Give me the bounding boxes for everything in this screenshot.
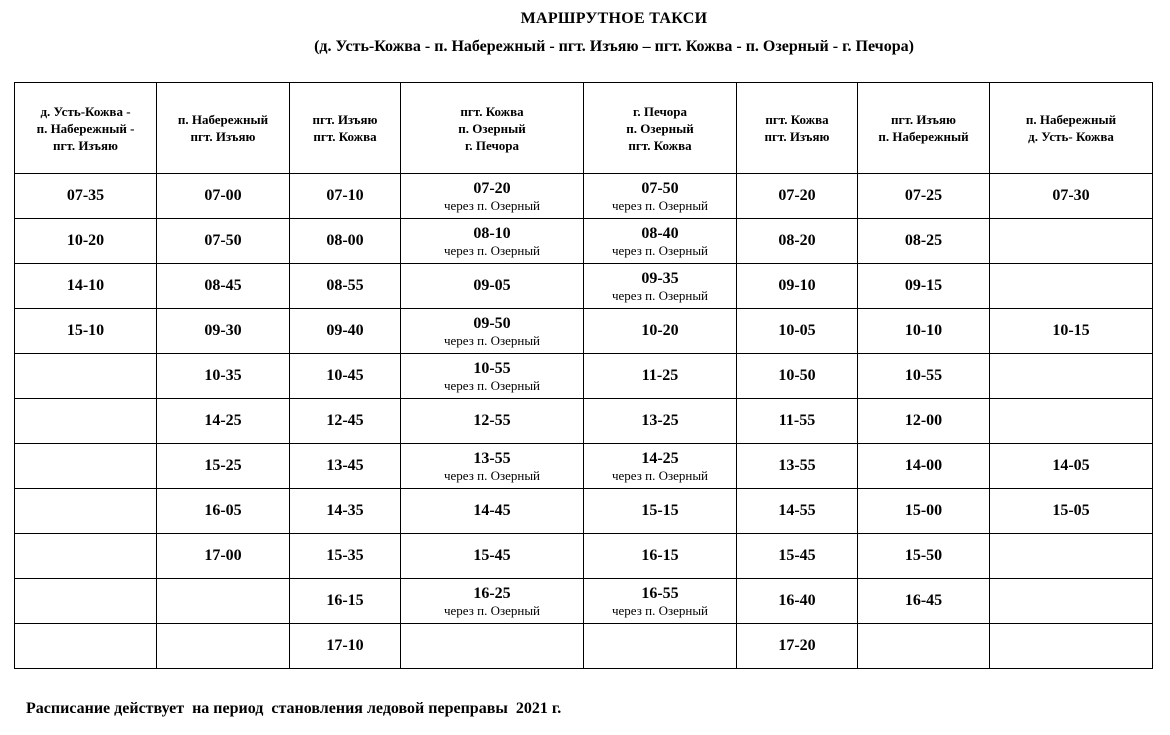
- departure-cell: [15, 219, 157, 264]
- departure-cell: [15, 534, 157, 579]
- departure-time: 15-45: [473, 547, 511, 564]
- departure-time: 16-45: [904, 592, 943, 609]
- column-header-line: пгт. Кожва: [460, 103, 524, 119]
- departure-cell: [290, 534, 401, 579]
- via-note: через п. Озерный: [443, 332, 541, 348]
- departure-cell: [15, 444, 157, 489]
- column-header: [157, 83, 290, 174]
- departure-time: 09-05: [473, 277, 511, 294]
- departure-time: 14-45: [473, 502, 511, 519]
- departure-time: 09-35: [641, 269, 679, 287]
- departure-cell: [157, 309, 290, 354]
- departure-cell: [15, 579, 157, 624]
- page-title: МАРШРУТНОЕ ТАКСИ: [520, 10, 708, 27]
- column-header-line: д. Усть-Кожва -: [40, 103, 131, 119]
- departure-cell: [990, 489, 1153, 534]
- column-header-line: пгт. Изъяю: [891, 112, 956, 127]
- departure-cell: [157, 174, 290, 219]
- departure-time: 10-35: [204, 367, 242, 384]
- departure-time: 17-10: [326, 637, 364, 654]
- departure-time: 09-50: [473, 314, 511, 332]
- departure-cell: [157, 624, 290, 669]
- departure-cell: [584, 399, 737, 444]
- departure-cell: [401, 579, 584, 624]
- departure-cell: [157, 219, 290, 264]
- departure-time: 10-15: [1052, 322, 1090, 339]
- departure-time: 10-50: [778, 367, 816, 384]
- via-note: через п. Озерный: [443, 377, 541, 393]
- departure-cell: [990, 174, 1153, 219]
- departure-time: 13-55: [473, 449, 511, 467]
- departure-cell: [858, 624, 990, 669]
- via-note: через п. Озерный: [443, 602, 541, 618]
- departure-cell: [290, 624, 401, 669]
- departure-cell: [290, 489, 401, 534]
- departure-cell: [290, 309, 401, 354]
- departure-time: 15-25: [204, 457, 242, 474]
- departure-time: 15-35: [326, 547, 364, 564]
- via-note: через п. Озерный: [443, 467, 541, 483]
- departure-time: 08-00: [326, 232, 364, 249]
- departure-cell: [290, 579, 401, 624]
- table-row: [15, 354, 1153, 399]
- departure-cell: [990, 309, 1153, 354]
- departure-time: 09-30: [204, 322, 242, 339]
- departure-cell: [401, 624, 584, 669]
- departure-cell: [858, 309, 990, 354]
- via-note: через п. Озерный: [611, 242, 709, 258]
- departure-cell: [737, 444, 858, 489]
- departure-cell: [990, 219, 1153, 264]
- departure-cell: [737, 354, 858, 399]
- departure-time: 10-55: [473, 359, 511, 377]
- departure-time: 15-15: [641, 502, 679, 519]
- table-row: [15, 534, 1153, 579]
- departure-cell: [15, 489, 157, 534]
- column-header: [290, 83, 401, 174]
- column-header: [858, 83, 990, 174]
- departure-cell: [737, 579, 858, 624]
- departure-time: 13-55: [778, 457, 816, 474]
- departure-cell: [737, 264, 858, 309]
- departure-time: 15-00: [904, 502, 943, 519]
- departure-time: 08-20: [778, 232, 816, 249]
- table-row: [15, 174, 1153, 219]
- departure-cell: [584, 579, 737, 624]
- departure-time: 09-40: [326, 322, 364, 339]
- departure-time: 16-05: [204, 502, 242, 519]
- departure-cell: [401, 534, 584, 579]
- column-header: [584, 83, 737, 174]
- departure-cell: [858, 219, 990, 264]
- departure-time: 07-35: [66, 187, 105, 204]
- departure-cell: [15, 309, 157, 354]
- departure-cell: [401, 219, 584, 264]
- departure-time: 12-00: [904, 412, 943, 429]
- departure-cell: [157, 399, 290, 444]
- departure-cell: [990, 534, 1153, 579]
- departure-cell: [584, 219, 737, 264]
- via-note: через п. Озерный: [443, 197, 541, 213]
- column-header-line: пгт. Изъяю: [190, 129, 256, 144]
- departure-time: 14-25: [641, 449, 679, 467]
- departure-cell: [737, 219, 858, 264]
- departure-time: 10-05: [778, 322, 816, 339]
- departure-cell: [401, 354, 584, 399]
- departure-cell: [990, 579, 1153, 624]
- table-row: [15, 399, 1153, 444]
- departure-time: 13-45: [326, 457, 364, 474]
- departure-time: 12-45: [326, 412, 364, 429]
- column-header-line: пгт. Кожва: [313, 129, 377, 144]
- departure-cell: [157, 444, 290, 489]
- departure-cell: [401, 309, 584, 354]
- departure-cell: [858, 489, 990, 534]
- departure-time: 15-10: [66, 322, 105, 339]
- departure-cell: [157, 354, 290, 399]
- via-note: через п. Озерный: [611, 287, 709, 303]
- departure-time: 10-20: [641, 322, 679, 339]
- table-row: [15, 624, 1153, 669]
- column-header-line: п. Набережный: [1025, 112, 1117, 127]
- departure-time: 14-10: [66, 277, 105, 294]
- departure-time: 16-55: [641, 584, 679, 602]
- departure-time: 14-00: [904, 457, 943, 474]
- departure-time: 11-25: [641, 367, 679, 384]
- column-header-line: п. Озерный: [626, 120, 694, 136]
- departure-cell: [584, 264, 737, 309]
- departure-cell: [401, 489, 584, 534]
- departure-time: 08-45: [204, 277, 242, 294]
- departure-cell: [858, 534, 990, 579]
- departure-cell: [990, 264, 1153, 309]
- departure-cell: [990, 624, 1153, 669]
- departure-cell: [290, 354, 401, 399]
- via-note: через п. Озерный: [611, 197, 709, 213]
- table-row: [15, 309, 1153, 354]
- column-header-line: г. Печора: [464, 137, 520, 153]
- departure-cell: [290, 174, 401, 219]
- column-header-line: пгт. Кожва: [628, 137, 692, 153]
- column-header-line: пгт. Кожва: [765, 112, 829, 127]
- departure-cell: [584, 174, 737, 219]
- departure-cell: [290, 399, 401, 444]
- table-row: [15, 489, 1153, 534]
- departure-cell: [584, 309, 737, 354]
- schedule-table: [14, 82, 1153, 669]
- departure-time: 16-25: [473, 584, 511, 602]
- departure-time: 16-15: [326, 592, 364, 609]
- via-note: через п. Озерный: [611, 467, 709, 483]
- departure-cell: [290, 264, 401, 309]
- departure-time: 07-10: [326, 187, 364, 204]
- column-header-line: д. Усть- Кожва: [1028, 129, 1114, 144]
- departure-cell: [157, 534, 290, 579]
- column-header: [401, 83, 584, 174]
- departure-time: 09-15: [904, 277, 943, 294]
- departure-cell: [15, 354, 157, 399]
- departure-cell: [157, 489, 290, 534]
- departure-time: 16-15: [641, 547, 679, 564]
- header-row: [15, 83, 1153, 174]
- departure-time: 14-35: [326, 502, 364, 519]
- column-header-line: п. Набережный: [177, 112, 269, 127]
- departure-time: 17-00: [204, 547, 242, 564]
- route-subtitle: (д. Усть-Кожва - п. Набережный - пгт. Изъяю – пгт. Кожва - п. Озерный - г. Печора): [314, 38, 914, 55]
- departure-cell: [858, 579, 990, 624]
- column-header: [737, 83, 858, 174]
- departure-time: 17-20: [778, 637, 816, 654]
- departure-cell: [858, 264, 990, 309]
- departure-cell: [584, 624, 737, 669]
- departure-cell: [15, 624, 157, 669]
- column-header-line: пгт. Изъяю: [764, 129, 830, 144]
- departure-time: 08-10: [473, 224, 511, 242]
- departure-time: 07-20: [778, 187, 816, 204]
- validity-note: Расписание действует на период становления ледовой переправы 2021 г.: [26, 700, 562, 717]
- table-row: [15, 444, 1153, 489]
- departure-cell: [737, 624, 858, 669]
- departure-time: 10-10: [904, 322, 943, 339]
- departure-cell: [15, 264, 157, 309]
- departure-cell: [737, 399, 858, 444]
- departure-cell: [858, 399, 990, 444]
- table-row: [15, 219, 1153, 264]
- departure-time: 12-55: [473, 412, 511, 429]
- departure-cell: [290, 219, 401, 264]
- column-header-line: пгт. Изъяю: [53, 137, 118, 153]
- departure-time: 14-25: [204, 412, 242, 429]
- departure-time: 08-25: [904, 232, 943, 249]
- table-row: [15, 579, 1153, 624]
- departure-cell: [858, 444, 990, 489]
- table-row: [15, 264, 1153, 309]
- departure-cell: [584, 534, 737, 579]
- departure-cell: [858, 174, 990, 219]
- departure-cell: [15, 399, 157, 444]
- departure-cell: [401, 444, 584, 489]
- departure-time: 13-25: [641, 412, 679, 429]
- departure-cell: [584, 354, 737, 399]
- departure-cell: [584, 444, 737, 489]
- departure-time: 07-30: [1052, 187, 1090, 204]
- departure-time: 07-50: [641, 179, 679, 197]
- departure-time: 15-50: [904, 547, 943, 564]
- departure-cell: [584, 489, 737, 534]
- via-note: через п. Озерный: [443, 242, 541, 258]
- departure-cell: [401, 174, 584, 219]
- departure-cell: [290, 444, 401, 489]
- departure-cell: [990, 444, 1153, 489]
- column-header-line: г. Печора: [632, 103, 688, 119]
- departure-cell: [401, 399, 584, 444]
- column-header-line: п. Набережный: [878, 129, 969, 144]
- departure-time: 07-00: [204, 187, 242, 204]
- departure-cell: [858, 354, 990, 399]
- column-header: [15, 83, 157, 174]
- departure-time: 07-50: [204, 232, 242, 249]
- departure-time: 10-20: [66, 232, 105, 249]
- departure-time: 16-40: [778, 592, 816, 609]
- departure-time: 15-05: [1052, 502, 1090, 519]
- via-note: через п. Озерный: [611, 602, 709, 618]
- column-header-line: п. Озерный: [458, 120, 526, 136]
- departure-cell: [737, 534, 858, 579]
- departure-time: 10-55: [904, 367, 943, 384]
- departure-time: 09-10: [778, 277, 816, 294]
- departure-time: 14-55: [778, 502, 816, 519]
- departure-time: 11-55: [778, 412, 816, 429]
- departure-cell: [401, 264, 584, 309]
- column-header-line: п. Набережный -: [36, 120, 135, 136]
- departure-time: 08-40: [641, 224, 679, 242]
- departure-cell: [157, 579, 290, 624]
- column-header: [990, 83, 1153, 174]
- departure-time: 08-55: [326, 277, 364, 294]
- departure-time: 15-45: [778, 547, 816, 564]
- departure-cell: [990, 399, 1153, 444]
- departure-time: 14-05: [1052, 457, 1090, 474]
- departure-cell: [15, 174, 157, 219]
- schedule-body: [15, 174, 1153, 669]
- departure-cell: [990, 354, 1153, 399]
- departure-cell: [737, 309, 858, 354]
- departure-cell: [737, 174, 858, 219]
- departure-cell: [737, 489, 858, 534]
- departure-cell: [157, 264, 290, 309]
- departure-time: 07-25: [904, 187, 943, 204]
- departure-time: 10-45: [326, 367, 364, 384]
- column-header-line: пгт. Изъяю: [312, 112, 378, 127]
- departure-time: 07-20: [473, 179, 511, 197]
